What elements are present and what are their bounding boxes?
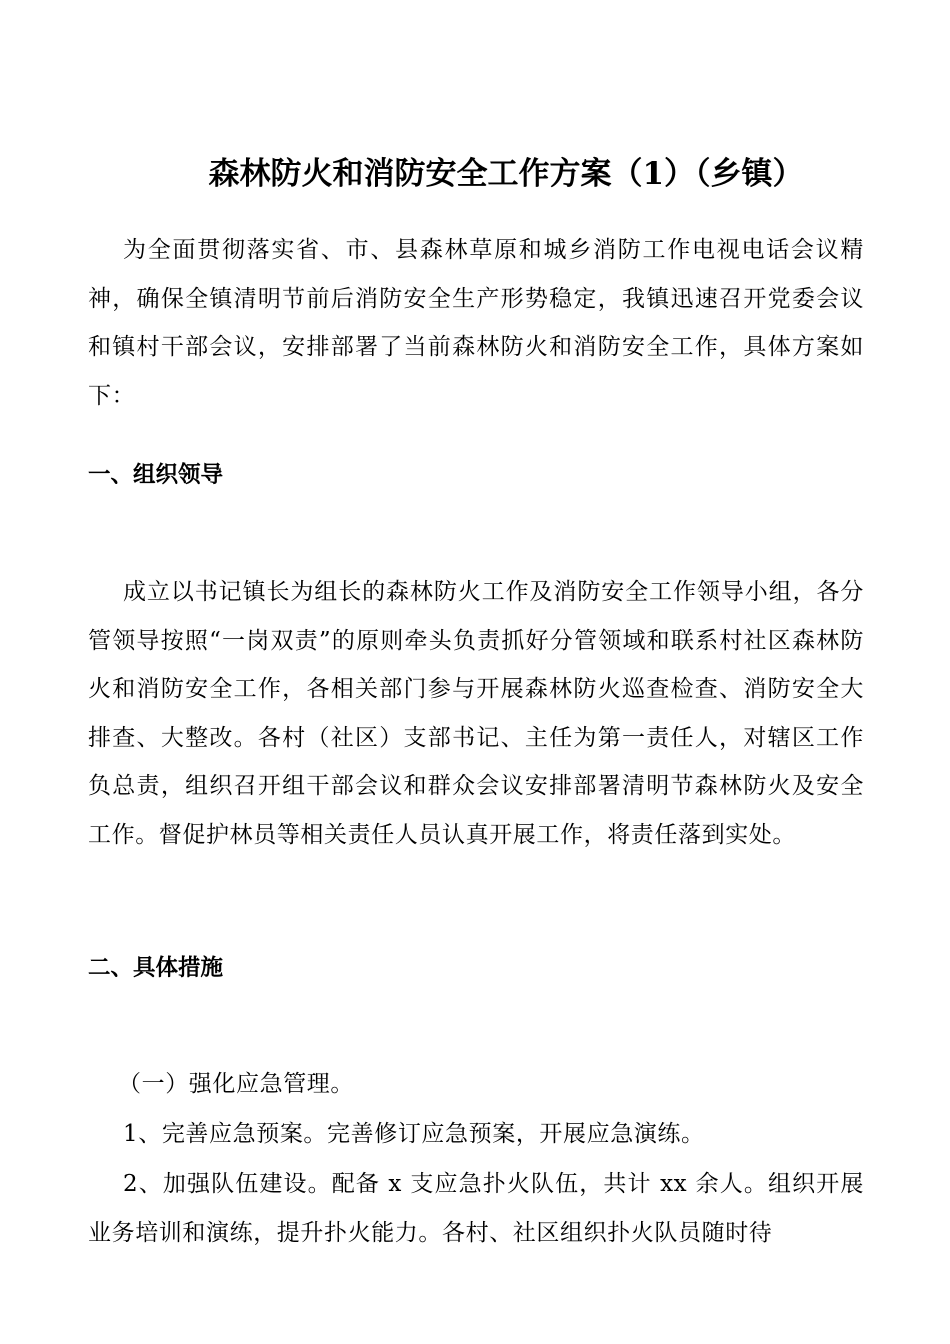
measure-item-1: 1、完善应急预案。完善修订应急预案，开展应急演练。 — [123, 1121, 705, 1147]
section-heading-organization: 一、组织领导 — [88, 462, 224, 488]
intro-paragraph: 为全面贯彻落实省、市、县森林草原和城乡消防工作电视电话会议精神，确保全镇清明节前后消防安全生产形势稳定，我镇迅速召开党委会议和镇村干部会议，安排部署了当前森林防火和消防安全工作，具体方案如下： — [88, 237, 864, 409]
organization-paragraph: 成立以书记镇长为组长的森林防火工作及消防安全工作领导小组，各分管领导按照“一岗双责”的原则牵头负责抓好分管领域和联系村社区森林防火和消防安全工作，各相关部门参与开展森林防火巡查检查、消防安全大排查、大整改。各村（社区）支部书记、主任为第一责任人，对辖区工作负总责，组织召开组干部会议和群众会议安排部署清明节森林防火及安全工作。督促护林员等相关责任人员认真开展工作，将责任落到实处。 — [88, 579, 864, 848]
subsection-heading-emergency: （一）强化应急管理。 — [118, 1071, 354, 1097]
section-heading-measures: 二、具体措施 — [88, 955, 224, 981]
document-title: 森林防火和消防安全工作方案（1）（乡镇） — [208, 156, 804, 192]
measure-item-2: 2、加强队伍建设。配备 x 支应急扑火队伍，共计 xx 余人。组织开展业务培训和演练，提升扑火能力。各村、社区组织扑火队员随时待 — [88, 1171, 864, 1246]
